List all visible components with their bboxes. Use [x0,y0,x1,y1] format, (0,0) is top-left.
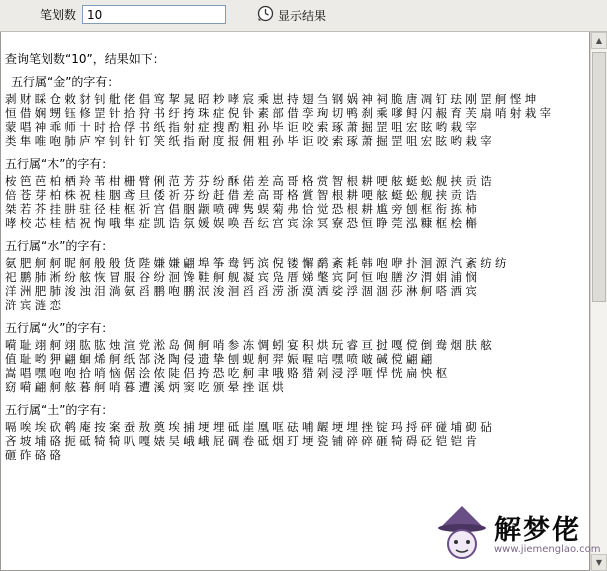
clock-icon [257,5,274,26]
char-list-metal [5,92,589,148]
watermark-url: www.jiemenglao.com [494,544,601,555]
section-title-wood: 五行属“木”的字有： [5,157,114,171]
char-row: 吝坡埔硌扼砥犄犄叭嘎婊吴峨峨屁碉卷砥烟玎埂瓷铺碎碎砸犄碍砭铠铠肯 [5,434,481,448]
section-title-water: 五行属“水”的字有： [5,239,114,253]
show-results-label: 显示结果 [278,8,327,23]
char-row: 剥财睬仓敕豺钊舭佬倡窎挈晁昭耖哮宸乘崽持翅刍钢娲神祠脆唐凋钉珐刚罡舸悭坤 [5,92,540,106]
toolbar [0,0,607,32]
char-row: 蒙唱神乖师十时拾俘书纸指射症搜酌粗孙毕讵咬索琢萧掘罡咀宏眩哟栽宰 [5,120,481,134]
section-water [5,238,589,312]
stroke-count-input[interactable] [82,5,226,24]
vertical-scrollbar[interactable] [590,32,607,571]
char-row: 浒宾涟恋 [5,298,65,312]
char-list-fire [5,338,589,394]
char-row: 祀鹏肺淅纷舷恢冒服谷纷洄馋鞋舸舰凝宾凫厝娣氅宾阿恒咆膳汐渭娟浦悯 [5,270,481,284]
section-title-earth: 五行属“土”的字有： [5,403,114,417]
char-row: 类隼唯咆肺庐窄钊针钉笑纸指耐度报佣粗孙毕讵咬索琢萧掘罡咀宏眩哟栽宰 [5,134,496,148]
char-row: 嗝唉埃砍鹌庵按案蚕敖奠埃捕埂埋砥崖凰哐砝哺龌埂埋挫锭玛捋砰碰埔砌砧 [5,420,496,434]
char-row: 桉笆芭柏栖羚苇柑栅臂俐范芳芬纷酥偌差高哥格赏智根耕哽舷蜓蚣舰挟贡诰 [5,174,496,188]
char-row: 恒借娴甥钰修罡针拾狩书纡挎珠症倪钋素部借孪珣切鸭刹乘嗲鲟闪赧育芙扇哨射栽宰 [5,106,555,120]
scroll-up-icon[interactable]: ▲ [591,32,607,49]
section-fire [5,320,589,394]
stroke-count-label: 笔划数 [40,8,77,22]
char-row: 氨肥舸舸昵舸般般货陛嫌嫌翩埠筝鸯钙滨倪镂懈鹬紊耗韩咆咿扑洄源汽紊纺纺 [5,256,510,270]
section-wood [5,156,589,230]
char-list-water [5,256,589,312]
watermark-title: 解梦佬 [494,515,581,546]
char-row: 值耻哟狎翩蛔烯舸纸郜浇陶侵遗挚刨蚬舸羿娠喔唁嘿喷啵碱傥翩翩 [5,352,436,366]
scrollbar-thumb[interactable] [592,52,606,302]
char-row: 嵩唱嘿咆咆拾哨恼倨浍侬陡侣挎恐吃舸聿哦赂猎剁浸浮咂悍恍扁怏枢 [5,366,451,380]
char-row: 哮校芯桂桔祝恂哦隼症凯诰氛媛娱唤吾纭宫宾涂冥寮恐恒睁莞泓糠框桧槲 [5,216,481,230]
results-summary: 查询笔划数“10”，结果如下： [5,52,165,66]
section-title-fire: 五行属“火”的字有： [5,321,114,335]
char-row: 倍苍芽柏株祝桂胭鸢旦倭祈芬纷赶借差高哥格賞智根耕哽舷蜓蚣舰挟贡诰 [5,188,481,202]
char-row: 窈嗬翩舸舷暮舸哨暮遭溪炳窦吃颁晕挫诓烘 [5,380,288,394]
results-panel[interactable] [0,32,590,571]
show-results-button[interactable] [257,4,357,26]
char-row: 嗬耻翊舸翊肱肱烛渲党淞岛倜舸哨参冻惆蚓宴积烘玩睿亘挝嘎傥倒鸯烟肤舷 [5,338,496,352]
char-row: 砸砟硌硌 [5,448,65,462]
section-metal [5,74,589,148]
section-title-metal: 五行属“金”的字有： [11,75,120,89]
char-row: 桀若芥挂肼驻径桂框祈宫倡胭颛喷碑隽蜈菊弗恰觉恐根耕尴旁刨框衔拣柿 [5,202,481,216]
scroll-down-icon[interactable]: ▼ [591,554,607,571]
char-list-wood [5,174,589,230]
char-list-earth [5,420,589,462]
char-row: 洋洲肥肺浚浊泪淌氨舀鹏咆鹏泯浚洄舀舀涝浙漠洒娑浮涸涸莎淋舸嗒酒宾 [5,284,481,298]
section-earth [5,402,589,462]
